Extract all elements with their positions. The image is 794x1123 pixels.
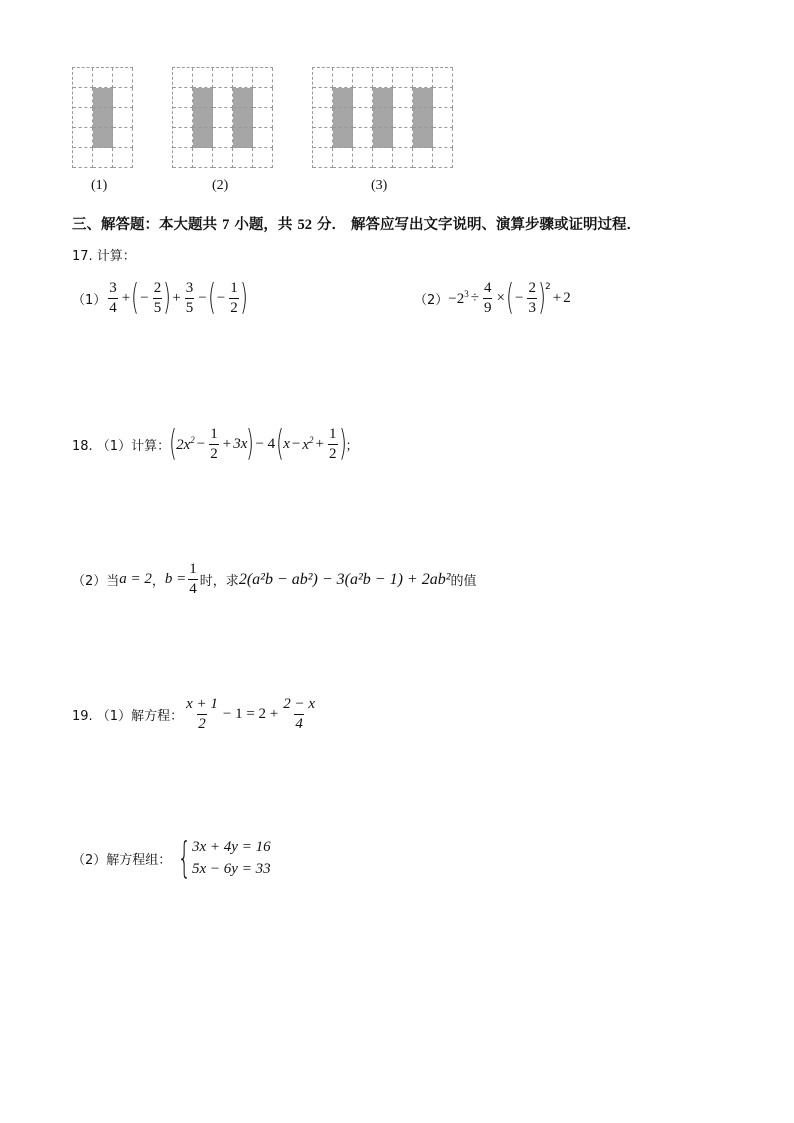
fraction: $\frac{1}{4}$ [189,561,197,597]
section-title: 三、解答题：本大题共 [72,217,217,233]
fraction: $\frac{2}{5}$ [153,279,162,316]
q19-part2 [72,833,271,882]
q17-part2-label: （2） [414,292,449,308]
fraction: $\frac{1}{2}$ [210,425,218,462]
equation-1: 3x + 4y = 16 [192,839,271,855]
grid-figure-3 [312,67,453,168]
grid-cell [413,68,433,88]
shaded-cell [333,88,353,108]
grid-cell [313,88,333,108]
condition-a: a = 2 [119,571,152,587]
q18-part1 [72,423,359,464]
left-paren: ( [506,277,514,318]
q19-part2-label: （2）解方程组： [72,852,172,868]
fraction: $\frac{1}{2}$ [329,425,337,462]
shaded-cell [93,88,113,108]
shaded-cell [373,88,393,108]
shaded-cell [413,88,433,108]
grid-cell [313,148,333,168]
grid-cell [253,68,273,88]
grid-cell [233,148,253,168]
grid-cell [213,68,233,88]
fraction: $\frac{4}{9}$ [483,279,492,316]
shaded-cell [413,108,433,128]
equation-system [192,836,271,880]
grid-cell [213,148,233,168]
minus-sign: − [140,289,149,306]
right-paren: ) [246,423,255,464]
semicolon: ； [345,438,359,454]
grid-cell [353,108,373,128]
shaded-cell [233,108,253,128]
q19-part1 [72,697,318,732]
q17-part1 [72,277,248,318]
figure-2 [172,67,273,168]
grid-cell [73,68,93,88]
shaded-cell [373,108,393,128]
minus-sign: − [216,289,226,306]
minus-sign: − [198,289,207,306]
grid-cell [393,108,413,128]
grid-cell [353,148,373,168]
expression: 2(a²b − ab²) − 3(a²b − 1) + 2ab² [238,570,451,588]
shaded-cell [333,108,353,128]
coefficient: − 4 [255,435,276,452]
q17-part1-label: （1） [72,292,107,308]
grid-cell [353,128,373,148]
q18-part2-label: （2）当 [72,574,120,589]
square-exponent: 2 [545,282,551,292]
plus-sign: + [172,289,181,306]
section-score: 52 [297,217,312,233]
grid-cell [393,68,413,88]
exponent: 2 [309,434,314,445]
grid-cell [253,148,273,168]
shaded-cell [193,108,213,128]
grid-cell [113,68,133,88]
fraction: $\frac{3}{5}$ [185,279,194,316]
grid-cell [113,108,133,128]
figure-2-caption: (2) [212,178,229,193]
grid-cell [213,128,233,148]
grid-cell [113,88,133,108]
left-paren: ( [276,423,285,464]
shaded-cell [93,128,113,148]
term: x [283,435,290,452]
plus-sign: + [222,435,232,452]
minus-sign: − [291,435,301,452]
right-paren: ) [239,277,248,318]
constant: 2 [563,289,571,306]
grid-cell [73,88,93,108]
equation-middle: − 1 = 2 + [222,706,279,722]
grid-cell [93,68,113,88]
grid-cell [73,108,93,128]
grid-cell [433,128,453,148]
grid-cell [93,148,113,168]
section-mid: 小题，共 [234,217,293,233]
grid-cell [393,148,413,168]
minus-sign: − [196,435,206,452]
figure-1 [72,67,133,168]
fraction: $\frac{2 - x}{4}$ [283,696,316,732]
q18-label: 18. （1）计算： [72,438,171,454]
grid-cell [233,68,253,88]
left-paren: ( [207,277,216,318]
fraction: $\frac{x + 1}{2}$ [186,696,218,732]
grid-cell [393,88,413,108]
shaded-cell [193,88,213,108]
section-heading [72,213,641,234]
grid-cell [413,148,433,168]
grid-cell [333,148,353,168]
shaded-cell [233,128,253,148]
grid-cell [113,128,133,148]
grid-cell [213,88,233,108]
grid-cell [433,68,453,88]
grid-cell [193,148,213,168]
minus-sign: − [515,289,524,306]
grid-figure-2 [172,67,273,168]
q17-label: 17. 计算： [72,249,136,264]
grid-cell [173,88,193,108]
grid-cell [253,108,273,128]
grid-cell [373,148,393,168]
grid-cell [313,128,333,148]
question-count: 7 [222,217,230,233]
grid-cell [213,108,233,128]
plus-sign: + [552,289,562,306]
times-sign: × [496,289,505,306]
plus-sign: + [315,435,324,452]
grid-cell [393,128,413,148]
q17-part2 [414,277,571,318]
fraction: $\frac{3}{4}$ [109,279,117,316]
figure-1-caption: (1) [91,178,108,193]
grid-cell [313,68,333,88]
grid-cell [173,148,193,168]
grid-cell [433,88,453,108]
base: −2 [448,290,465,307]
grid-cell [433,108,453,128]
shaded-cell [333,128,353,148]
shaded-cell [373,128,393,148]
shaded-cell [193,128,213,148]
q19-label: 19. （1）解方程： [72,709,184,724]
q18-part2 [72,562,477,597]
term: x [302,436,310,453]
grid-cell [73,148,93,168]
term: 3x [233,435,248,452]
grid-figure-1 [72,67,133,168]
grid-cell [173,68,193,88]
exponent: 2 [190,434,195,445]
left-brace: { [177,833,192,882]
shaded-cell [233,88,253,108]
grid-cell [113,148,133,168]
section-instructions: 分． 解答应写出文字说明、演算步骤或证明过程． [317,217,642,233]
shaded-cell [413,128,433,148]
grid-cell [173,128,193,148]
divide-sign: ÷ [470,289,479,306]
grid-cell [253,128,273,148]
figure-3-caption: (3) [371,178,388,193]
grid-cell [353,88,373,108]
term: 2x [176,436,191,453]
grid-cell [173,108,193,128]
tail-text: 的值 [450,574,477,589]
fraction: $\frac{2}{3}$ [528,279,536,316]
plus-sign: + [121,289,131,306]
fraction: $\frac{1}{2}$ [230,279,238,316]
grid-cell [253,88,273,108]
left-paren: ( [169,423,177,464]
left-paren: ( [131,277,140,318]
exponent: 3 [464,288,469,299]
right-paren: ) [338,423,347,464]
grid-cell [313,108,333,128]
when-text: 时，求 [199,574,239,589]
right-paren: ) [163,277,172,318]
grid-cell [333,68,353,88]
right-paren: ) [538,277,546,318]
grid-cell [353,68,373,88]
grid-cell [73,128,93,148]
condition-b: b = [164,571,187,587]
equation-2: 5x − 6y = 33 [192,861,271,877]
figure-3 [312,67,453,168]
comma: ， [151,574,165,589]
grid-cell [433,148,453,168]
grid-cell [373,68,393,88]
grid-cell [193,68,213,88]
shaded-cell [93,108,113,128]
